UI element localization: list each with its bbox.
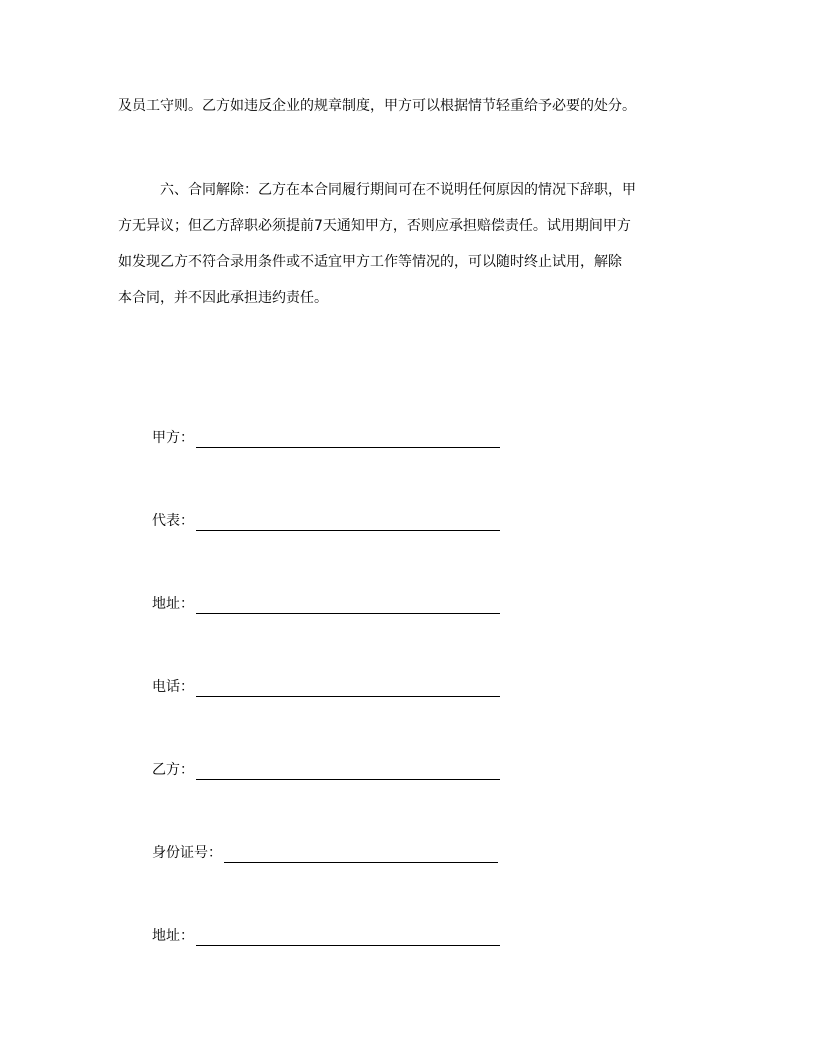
address-a-blank-line[interactable] bbox=[196, 595, 500, 614]
id-number-field bbox=[152, 839, 498, 863]
party-b-field bbox=[152, 756, 500, 780]
clause-six-line: 方无异议；但乙方辞职必须提前7天通知甲方，否则应承担赔偿责任。试用期间甲方 bbox=[118, 218, 631, 234]
phone-label: 电话： bbox=[152, 679, 194, 695]
paragraph-line: 及员工守则。乙方如违反企业的规章制度，甲方可以根据情节轻重给予必要的处分。 bbox=[118, 98, 636, 114]
address-b-label: 地址： bbox=[152, 928, 194, 944]
clause-six-line: 如发现乙方不符合录用条件或不适宜甲方工作等情况的，可以随时终止试用，解除 bbox=[118, 254, 622, 270]
representative-label: 代表： bbox=[152, 513, 194, 529]
clause-six-termination bbox=[118, 172, 698, 316]
address-b-blank-line[interactable] bbox=[196, 927, 500, 946]
id-number-blank-line[interactable] bbox=[224, 844, 498, 863]
phone-blank-line[interactable] bbox=[196, 678, 500, 697]
address-a-field bbox=[152, 590, 500, 614]
id-number-label: 身份证号： bbox=[152, 845, 222, 861]
party-a-field bbox=[152, 424, 500, 448]
clause-six-line: 本合同，并不因此承担违约责任。 bbox=[118, 290, 328, 306]
address-a-label: 地址： bbox=[152, 596, 194, 612]
party-b-label: 乙方： bbox=[152, 762, 194, 778]
party-a-label: 甲方： bbox=[152, 430, 194, 446]
paragraph-continuation bbox=[118, 88, 698, 124]
representative-field bbox=[152, 507, 500, 531]
party-b-blank-line[interactable] bbox=[196, 761, 500, 780]
representative-blank-line[interactable] bbox=[196, 512, 500, 531]
clause-six-line: 六、合同解除：乙方在本合同履行期间可在不说明任何原因的情况下辞职，甲 bbox=[160, 182, 636, 198]
phone-field bbox=[152, 673, 500, 697]
address-b-field bbox=[152, 922, 500, 946]
party-a-blank-line[interactable] bbox=[196, 429, 500, 448]
